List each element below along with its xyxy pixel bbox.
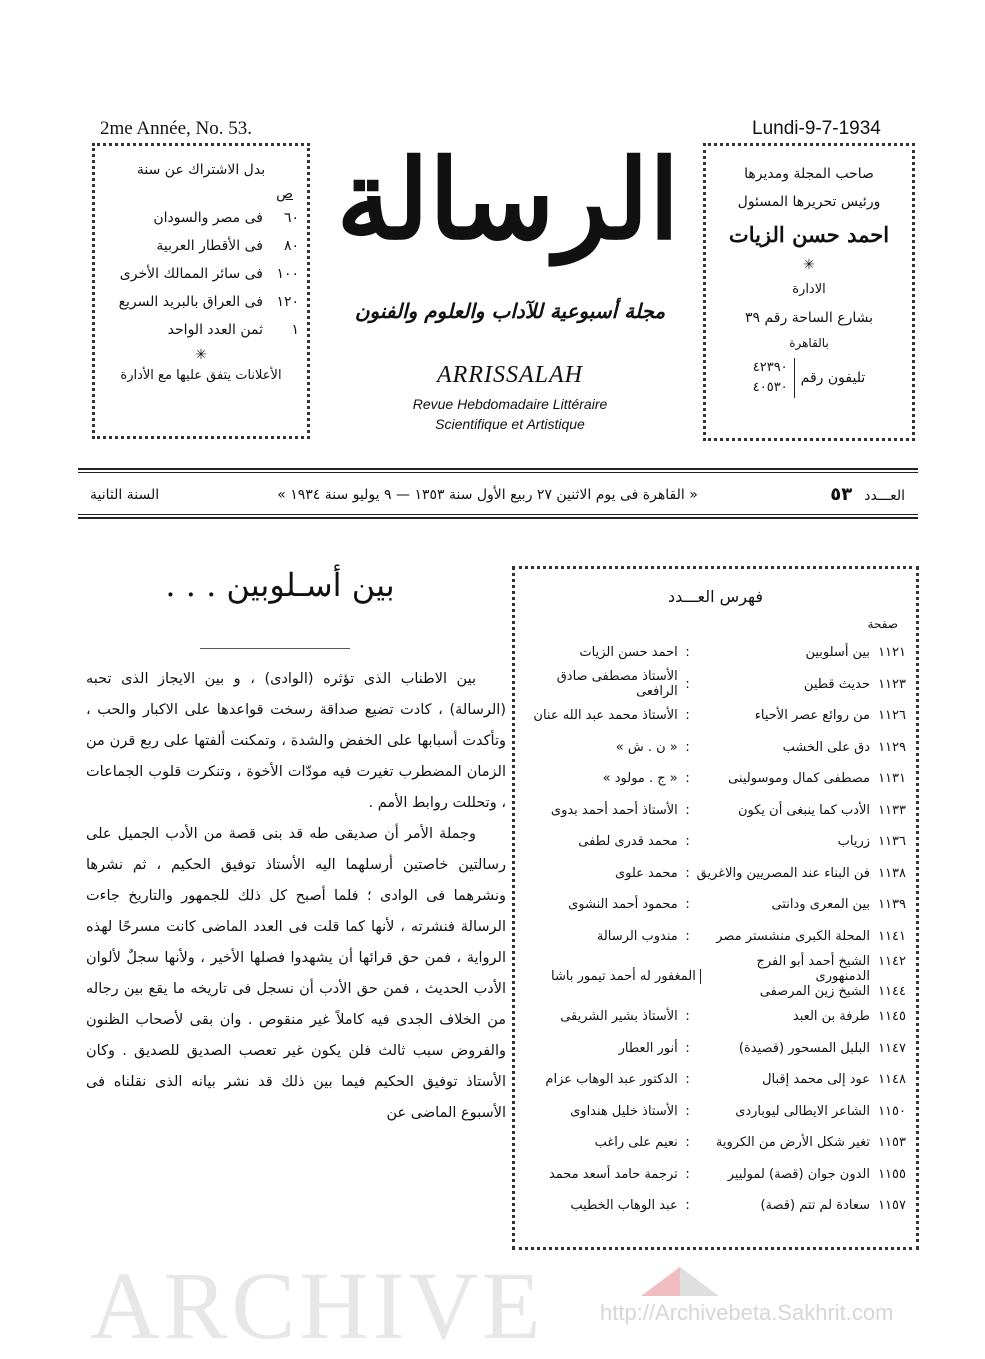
magazine-logo: الرسالة: [336, 135, 680, 264]
toc-article-title: بين أسلوبين: [805, 645, 870, 661]
toc-page-number: ١١٢٣: [878, 676, 906, 692]
toc-separator: :: [685, 897, 690, 913]
toc-separator: :: [685, 739, 690, 755]
editor-role-line: ورئيس تحريرها المسئول: [737, 194, 881, 210]
toc-article-title: الدون جوان (قصة) لموليير: [727, 1166, 870, 1182]
toc-row[interactable]: [521, 1127, 906, 1159]
toc-page-number: ١١٤٧: [878, 1040, 906, 1056]
toc-separator: :: [685, 928, 690, 944]
toc-separator: :: [685, 834, 690, 850]
toc-author: الأستاذ أحمد أحمد بدوى: [550, 802, 678, 818]
toc-article-title: حديث قطين: [803, 676, 870, 692]
toc-row[interactable]: [521, 637, 906, 669]
toc-author: المغفور له أحمد تيمور باشا: [521, 969, 701, 984]
phone-number: ٤٢٣٩٠: [752, 360, 788, 375]
latin-subtitle: Scientifique et Artistique: [435, 416, 585, 432]
toc-page-number: ١١٤٢: [878, 954, 906, 969]
article-title: بين أسـلوبين . . .: [165, 566, 395, 604]
ornament-icon: ✳: [195, 347, 207, 363]
toc-row[interactable]: [521, 700, 906, 732]
price-row: [95, 316, 307, 344]
divider: [78, 514, 918, 515]
toc-row[interactable]: [521, 1096, 906, 1128]
article-paragraph: بين الاطناب الذى تؤثره (الوادى) ، و بين الايجاز الذى تحبه (الرسالة) ، كادت تضيع صداقة رسخت قواعدها على الاكبار والحب ، وتأكدت أسبابها على الخفض والشدة ، وتمكنت ألفتها على ربع قرن من الزمان المضطرب تغيرت فيه مودّات الأخوة ، وتنكرت قلوب الجماعات ، وتحللت روابط الأمم .: [86, 671, 506, 811]
toc-page-number: ١١٢٦: [878, 708, 906, 724]
toc-row[interactable]: [521, 1033, 906, 1065]
price-label: فى الأقطار العربية: [156, 238, 263, 254]
toc-page-number: ١١٣١: [878, 771, 906, 787]
issue-number-label: 2me Année, No. 53.: [100, 118, 252, 139]
toc-article-title: فن البناء عند المصريين والاغريق: [696, 865, 870, 881]
price-label: فى العراق بالبريد السريع: [118, 294, 263, 310]
toc-titles: [705, 954, 906, 999]
toc-page-header: صفحة: [867, 617, 898, 631]
toc-separator: :: [685, 676, 690, 692]
toc-separator: :: [685, 1135, 690, 1151]
toc-author: مندوب الرسالة: [596, 928, 678, 944]
magazine-tagline: مجلة أسبوعية للآداب والعلوم والفنون: [354, 299, 666, 323]
watermark-text: ARCHIVE: [90, 1252, 545, 1359]
toc-page-number: ١١٥٣: [878, 1135, 906, 1151]
toc-separator: :: [685, 1198, 690, 1214]
phone-label: تليفون رقم: [800, 370, 866, 386]
toc-row[interactable]: [521, 1001, 906, 1033]
toc-article-title: الشيخ زين المرصفى: [759, 984, 870, 999]
toc-separator: :: [685, 1009, 690, 1025]
toc-page-number: ١١٣٦: [878, 834, 906, 850]
toc-author: الأستاذ بشير الشريقى: [560, 1009, 678, 1025]
editor-name: احمد حسن الزيات: [728, 222, 890, 247]
toc-row[interactable]: [521, 858, 906, 890]
publication-date: « القاهرة فى يوم الاثنين ٢٧ ربيع الأول سنة ١٣٥٣ — ٩ يوليو سنة ١٩٣٤ »: [277, 486, 698, 503]
currency-label: ص: [276, 186, 293, 202]
toc-row[interactable]: [521, 889, 906, 921]
toc-page-number: ١١٢١: [878, 645, 906, 661]
toc-page-number: ١١٤٥: [878, 1009, 906, 1025]
table-of-contents: [512, 566, 919, 1250]
price: ٦٠: [283, 210, 299, 226]
toc-article-title: دق على الخشب: [782, 739, 870, 755]
toc-author: أنور العطار: [618, 1040, 678, 1056]
toc-separator: :: [685, 802, 690, 818]
city: بالقاهرة: [789, 336, 829, 350]
ornament-icon: ✳: [803, 257, 815, 273]
toc-article-title: من روائع عصر الأحياء: [754, 708, 870, 724]
toc-article-title: سعادة لم تتم (قصة): [760, 1198, 870, 1214]
title-divider: [200, 648, 350, 649]
toc-author: الدكتور عبد الوهاب عزام: [545, 1072, 678, 1088]
toc-author: محمود أحمد النشوى: [568, 897, 678, 913]
toc-subrow: [705, 984, 906, 999]
phone-block: [706, 358, 912, 398]
issue-date-label: Lundi-9-7-1934: [752, 118, 881, 139]
article-body: [86, 664, 506, 1129]
volume-year: السنة الثانية: [90, 486, 160, 503]
latin-subtitle: Revue Hebdomadaire Littéraire: [412, 396, 608, 412]
ads-note: الأعلانات يتفق عليها مع الأدارة: [120, 368, 282, 383]
toc-article-title: طرفة بن العبد: [792, 1009, 870, 1025]
phone-numbers: [753, 358, 795, 398]
price: ١٠٠: [276, 266, 299, 282]
toc-author: محمد قدرى لطفى: [578, 834, 678, 850]
toc-article-title: الأدب كما ينبغى أن يكون: [737, 802, 870, 818]
toc-author: محمد علوى: [614, 865, 678, 881]
toc-page-number: ١١٥٠: [878, 1103, 906, 1119]
toc-separator: :: [685, 771, 690, 787]
price-label: فى سائر الممالك الأخرى: [119, 266, 263, 282]
toc-separator: :: [685, 708, 690, 724]
price-row: [95, 232, 307, 260]
toc-page-number: ١١٥٧: [878, 1198, 906, 1214]
price-row: [95, 288, 307, 316]
toc-author: عبد الوهاب الخطيب: [570, 1198, 678, 1214]
toc-author: الأستاذ خليل هنداوى: [570, 1103, 678, 1119]
price: ١٢٠: [276, 294, 299, 310]
toc-separator: :: [685, 645, 690, 661]
toc-article-title: مصطفى كمال وموسولينى: [728, 771, 870, 787]
toc-separator: :: [685, 1103, 690, 1119]
toc-author: احمد حسن الزيات: [579, 645, 678, 661]
toc-author: نعيم على راغب: [594, 1135, 678, 1151]
toc-row[interactable]: [521, 826, 906, 858]
address: بشارع الساحة رقم ٣٩: [744, 310, 873, 326]
toc-row[interactable]: [521, 921, 906, 953]
toc-separator: :: [685, 1072, 690, 1088]
price: ١: [291, 322, 299, 338]
toc-article-title: الشاعر الايطالى ليوباردى: [735, 1103, 870, 1119]
issue-number: ٥٣: [830, 484, 853, 505]
toc-row[interactable]: [521, 763, 906, 795]
toc-article-title: البلبل المسحور (قصيدة): [738, 1040, 870, 1056]
divider: [78, 517, 918, 519]
divider: [78, 472, 918, 473]
toc-article-title: الشيخ أحمد أبو الفرج الدمنهورى: [756, 954, 870, 984]
toc-article-title: عود إلى محمد إقبال: [762, 1072, 870, 1088]
toc-row[interactable]: [521, 1064, 906, 1096]
subscription-box: [92, 143, 310, 439]
toc-row[interactable]: [521, 732, 906, 764]
toc-row[interactable]: [521, 1190, 906, 1222]
divider: [78, 468, 918, 470]
issue-label: العـــدد: [864, 488, 905, 504]
toc-separator: :: [685, 1166, 690, 1182]
watermark-book-logo: [620, 1262, 740, 1296]
subscription-title: بدل الاشتراك عن سنة: [136, 162, 266, 178]
watermark-url: http://Archivebeta.Sakhrit.com: [600, 1300, 894, 1325]
price-label: فى مصر والسودان: [153, 210, 263, 226]
toc-page-number: ١١٤٤: [878, 984, 906, 999]
toc-title: فهرس العـــدد: [667, 587, 764, 606]
toc-list: [521, 637, 906, 1222]
phone-number: ٤٠٥٣٠: [752, 380, 788, 395]
toc-article-title: بين المعرى ودانتى: [771, 897, 870, 913]
owner-line: صاحب المجلة ومديرها: [744, 166, 874, 182]
price-row: [95, 260, 307, 288]
toc-author: الأستاذ محمد عبد الله عنان: [533, 708, 678, 724]
toc-row-combined[interactable]: [521, 952, 906, 1001]
toc-separator: :: [685, 1040, 690, 1056]
toc-subrow: [705, 954, 906, 984]
toc-page-number: ١١٣٩: [878, 897, 906, 913]
toc-author: « ن . ش »: [615, 739, 678, 755]
price-row: [95, 204, 307, 232]
toc-page-number: ١١٢٩: [878, 739, 906, 755]
toc-separator: :: [685, 865, 690, 881]
latin-title: ARRISSALAH: [437, 362, 583, 388]
toc-author: ترجمة حامد أسعد محمد: [548, 1166, 678, 1182]
toc-page-number: ١١٤١: [878, 928, 906, 944]
price-label: ثمن العدد الواحد: [167, 322, 263, 338]
toc-row[interactable]: [521, 669, 906, 701]
toc-page-number: ١١٣٨: [878, 865, 906, 881]
toc-article-title: تغير شكل الأرض من الكروية: [715, 1135, 870, 1151]
toc-author: الأستاذ مصطفى صادق الرافعى: [556, 669, 678, 700]
toc-author: « ج . مولود »: [602, 771, 678, 787]
toc-article-title: زرياب: [837, 834, 870, 850]
toc-page-number: ١١٥٥: [878, 1166, 906, 1182]
toc-article-title: المحلة الكبرى منشستر مصر: [716, 928, 870, 944]
dateline: [90, 484, 905, 505]
article-paragraph: وجملة الأمر أن صديقى طه قد بنى قصة من الأدب الجميل على رسالتين خاصتين أرسلهما اليه الأستاذ توفيق الحكيم ، ثم نشرها ونشرهما فى الوادى ؛ فلما أصبح كل ذلك للجمهور والتاريخ جاءت الرسالة فنشرته ، لأنها كما قلت فى العدد الماضى كانت مسرحًا لهذه الرواية ، فمن حق قرائها أن يشهدوا فصلها الأخير ، ولأنها سجلٌ لألوان الأدب الحديث ، فمن حق الأدب أن نسجل فى تاريخه ما يقع بين رجاله من الخلاف الجدى فيه كاملاً غير منقوص . وان بقى لأصحاب الظنون والفروض سبب ثالث فلن يكون غير تعصب الصديق للصديق . وكان الأستاذ توفيق الحكيم فيما بين ذلك قد نشر بيانه الذى نقلناه فى الأسبوع الماضى عن: [86, 826, 506, 1121]
toc-page-number: ١١٤٨: [878, 1072, 906, 1088]
price: ٨٠: [283, 238, 299, 254]
admin-label: الادارة: [792, 282, 826, 297]
toc-row[interactable]: [521, 1159, 906, 1191]
toc-page-number: ١١٣٣: [878, 802, 906, 818]
administration-box: [703, 143, 915, 441]
toc-row[interactable]: [521, 795, 906, 827]
